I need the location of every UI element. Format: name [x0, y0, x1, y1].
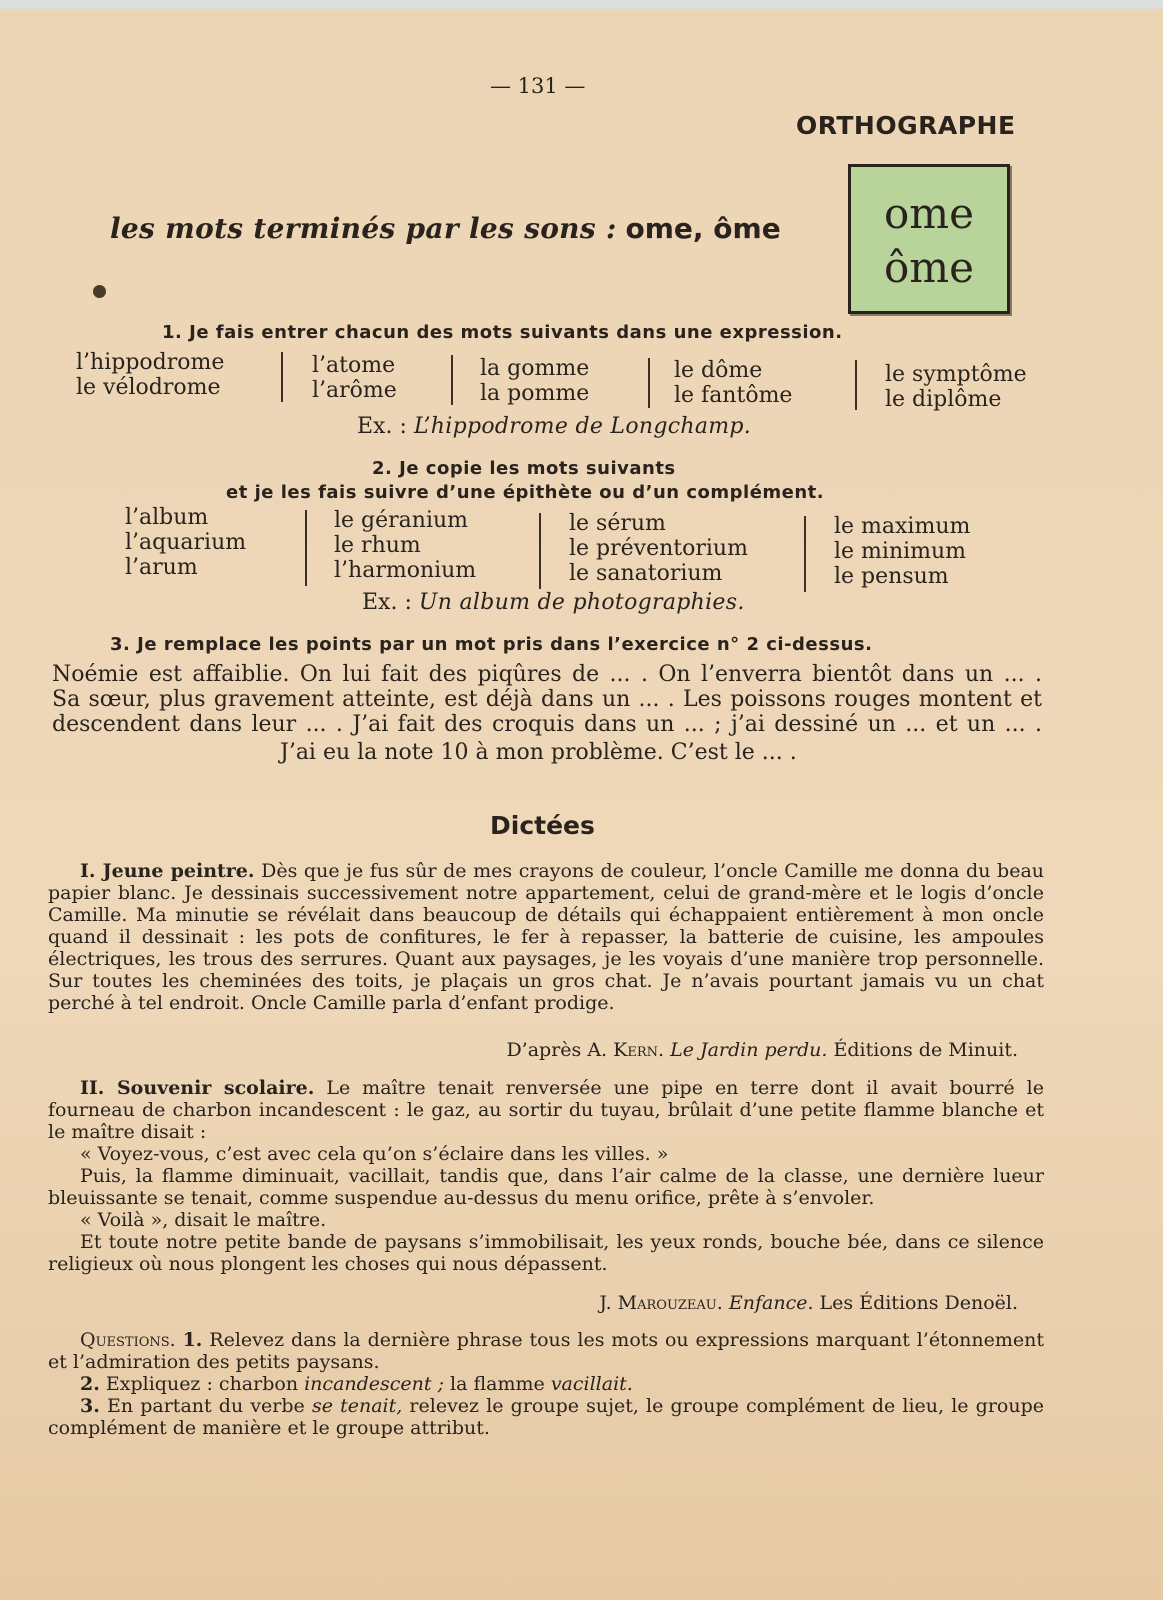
dictee2-para3: Puis, la flamme diminuait, vacillait, tandis que, dans l’air calme de la classe, une dernière lueur bleuissante se tenait, comme suspendue au-dessus du menu orifice, prête à s’envoler.	[48, 1165, 1044, 1209]
exercise3-line: Sa sœur, plus gravement atteinte, est déjà dans un ... . Les poissons rouges montent et	[52, 687, 1042, 712]
word: l’atome	[312, 353, 396, 378]
question-text: la flamme	[450, 1373, 545, 1395]
question-text: relevez le groupe sujet, le groupe complément de lieu, le groupe complément de manière et le groupe attribut.	[48, 1395, 1044, 1439]
question-text-italic: vacillait.	[550, 1373, 633, 1395]
word: la pomme	[480, 381, 590, 406]
word: l’album	[125, 505, 209, 530]
word: le dôme	[674, 358, 763, 383]
word: le symptôme	[885, 362, 1027, 387]
page-number: — 131 —	[490, 74, 586, 98]
exercise2-column-2	[334, 508, 476, 583]
exercise2-title-line2: et je les fais suivre d’une épithète ou d’un complément.	[226, 482, 825, 503]
column-divider	[804, 516, 806, 592]
questions-block	[48, 1329, 1044, 1439]
question-text-italic: incandescent ;	[304, 1373, 444, 1395]
question-3	[48, 1395, 1044, 1439]
dictees-title: Dictées	[490, 811, 595, 840]
exercise3-line: J’ai eu la note 10 à mon problème. C’est le ... .	[280, 740, 797, 765]
source-author: Kern.	[613, 1039, 665, 1061]
word: le sanatorium	[569, 561, 723, 586]
question-1	[48, 1329, 1044, 1373]
dictee1-title: I. Jeune peintre.	[80, 860, 255, 882]
exercise2-column-1	[125, 505, 246, 580]
dictee1-paragraph	[48, 860, 1044, 1014]
exercise1-example	[357, 414, 751, 439]
column-divider	[305, 510, 307, 586]
question-text: Relevez dans la dernière phrase tous les mots ou expressions marquant l’étonnement et l’admiration des petits paysans.	[48, 1329, 1044, 1373]
dictee2-para1	[48, 1077, 1044, 1143]
word: l’arôme	[312, 378, 397, 403]
exercise1-column-4	[674, 358, 792, 408]
word: le minimum	[834, 539, 967, 564]
word: le fantôme	[674, 383, 793, 408]
word: le préventorium	[569, 536, 748, 561]
word: la gomme	[480, 356, 590, 381]
dictee2-source	[48, 1292, 1018, 1314]
column-divider	[648, 358, 650, 408]
question-text: En partant du verbe	[106, 1395, 305, 1417]
sound-box	[848, 164, 1010, 314]
heading-script-text: les mots terminés par les sons :	[110, 212, 617, 245]
column-divider	[539, 513, 541, 589]
sound-box-line2: ôme	[884, 243, 974, 292]
dictee2-title: II. Souvenir scolaire.	[80, 1077, 315, 1099]
example-text: Un album de photographies.	[418, 590, 745, 615]
word: le maximum	[834, 514, 971, 539]
exercise2-column-4	[834, 514, 970, 589]
source-book: Enfance.	[728, 1292, 814, 1314]
question-number: 2.	[80, 1373, 100, 1395]
example-text: L’hippodrome de Longchamp.	[413, 414, 752, 439]
questions-label: Questions.	[80, 1329, 176, 1351]
question-2	[48, 1373, 1044, 1395]
word: l’arum	[125, 555, 198, 580]
exercise1-column-1	[76, 350, 224, 400]
source-prefix: D’après A.	[506, 1039, 608, 1061]
word: le diplôme	[885, 387, 1002, 412]
exercise3-line: descendent dans leur ... . J’ai fait des croquis dans un ... ; j’ai dessiné un ... et un ... .	[52, 712, 1042, 737]
dictee1-source	[48, 1039, 1018, 1061]
dictee2-para2: « Voyez-vous, c’est avec cela qu’on s’éclaire dans les villes. »	[80, 1143, 669, 1165]
question-text: Expliquez : charbon	[105, 1373, 299, 1395]
exercise1-column-2	[312, 353, 397, 403]
word: le rhum	[334, 533, 421, 558]
sound-box-line1: ome	[884, 189, 974, 238]
exercise3-line: Noémie est affaiblie. On lui fait des piqûres de ... . On l’enverra bientôt dans un ... .	[52, 662, 1042, 687]
word: le pensum	[834, 564, 949, 589]
question-number: 1.	[182, 1329, 203, 1351]
example-prefix: Ex. :	[357, 414, 407, 439]
dictee2-text: Le maître tenait renversée une pipe en terre dont il avait bourré le fourneau de charbon incandescent : le gaz, au sortir du tuyau, brûlait d’une petite flamme blanche et le maître disait :	[48, 1077, 1044, 1143]
question-text-italic: se tenait,	[311, 1395, 403, 1417]
column-divider	[281, 352, 283, 402]
exercise2-title-line1: 2. Je copie les mots suivants	[372, 458, 676, 479]
column-divider	[451, 355, 453, 405]
word: le sérum	[569, 511, 666, 536]
word: l’aquarium	[125, 530, 247, 555]
heading-bold-text: ome, ôme	[625, 212, 781, 245]
exercise3-title: 3. Je remplace les points par un mot pris dans l’exercice n° 2 ci-dessus.	[110, 634, 873, 655]
section-title: ORTHOGRAPHE	[796, 111, 1016, 140]
dictee2-paragraph	[48, 1077, 1044, 1275]
word: l’hippodrome	[76, 350, 225, 375]
source-book: Le Jardin perdu.	[670, 1039, 828, 1061]
word: l’harmonium	[334, 558, 477, 583]
question-number: 3.	[80, 1395, 100, 1417]
source-publisher: Éditions de Minuit.	[833, 1039, 1018, 1061]
dictee2-para4: « Voilà », disait le maître.	[80, 1209, 327, 1231]
source-prefix: J.	[599, 1292, 612, 1314]
exercise1-title: 1. Je fais entrer chacun des mots suivants dans une expression.	[162, 322, 843, 343]
word: le géranium	[334, 508, 469, 533]
exercise1-column-3	[480, 356, 589, 406]
column-divider	[855, 360, 857, 410]
exercise2-example	[362, 590, 745, 615]
source-publisher: Les Éditions Denoël.	[819, 1292, 1018, 1314]
punch-hole	[93, 285, 106, 298]
lesson-heading	[110, 212, 781, 245]
dictee1-text: Dès que je fus sûr de mes crayons de couleur, l’oncle Camille me donna du beau papier blanc. Je dessinais successivement notre appartement, celui de grand-mère et le logis d’oncle Camille. Ma minutie se révélait dans beaucoup de détails qui échappaient entièrement à mon oncle quand il dessinait : les pots de confitures, le fer à repasser, la batterie de cuisine, les ampoules électriques, les trous des serrures. Quant aux paysages, je les voyais d’une manière trop personnelle. Sur toutes les cheminées des toits, je plaçais un gros chat. Je n’avais pourtant jamais vu un chat perché à tel endroit. Oncle Camille parla d’enfant prodige.	[48, 860, 1045, 1014]
exercise2-column-3	[569, 511, 748, 586]
dictee2-para5: Et toute notre petite bande de paysans s’immobilisait, les yeux ronds, bouche bée, dans ce silence religieux où nous plongent les choses qui nous dépassent.	[48, 1231, 1044, 1275]
source-author: Marouzeau.	[617, 1292, 723, 1314]
exercise1-column-5	[885, 362, 1027, 412]
word: le vélodrome	[76, 375, 221, 400]
example-prefix: Ex. :	[362, 590, 412, 615]
